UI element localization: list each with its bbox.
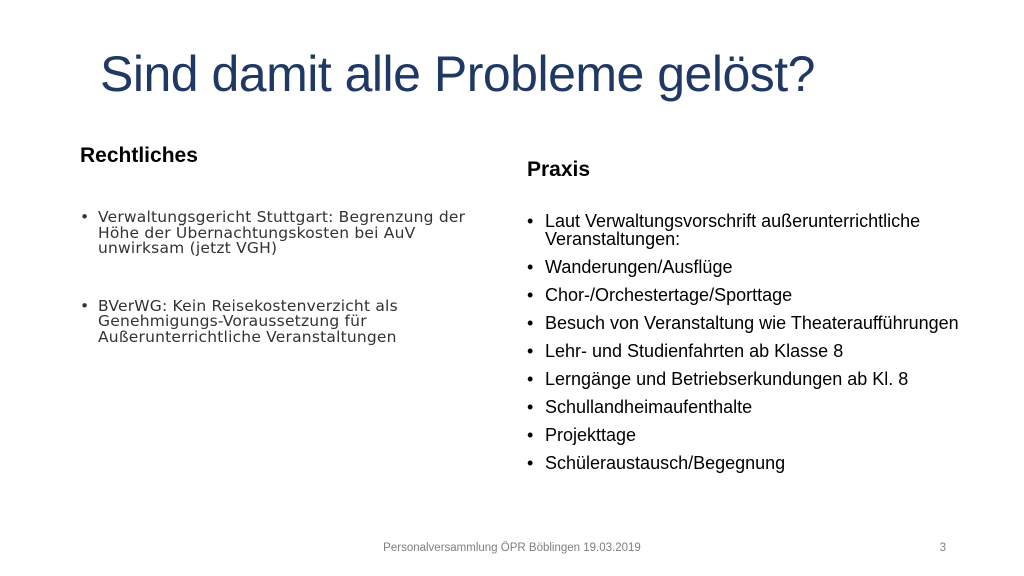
left-column-heading: Rechtliches: [80, 144, 198, 167]
bullet-icon: •: [80, 296, 90, 315]
bullet-icon: •: [527, 397, 534, 417]
list-item-text: Lerngänge und Betriebserkundungen ab Kl. 8: [545, 369, 909, 389]
left-bullet-list: [80, 210, 500, 387]
slide-title: Sind damit alle Probleme gelöst?: [100, 46, 815, 102]
page-number: 3: [939, 542, 946, 554]
right-bullet-list: [527, 212, 997, 482]
list-item: [527, 454, 997, 472]
list-item: [80, 296, 500, 346]
bullet-icon: •: [527, 369, 534, 389]
list-item-text: BVerWG: Kein Reisekostenverzicht als Genehmigungs-Voraussetzung für Außerunterrichtliche Veranstaltungen: [98, 296, 398, 346]
list-item: [527, 370, 997, 388]
list-item: [527, 314, 997, 332]
list-item: [527, 342, 997, 360]
bullet-icon: •: [527, 425, 534, 445]
list-item-text: Besuch von Veranstaltung wie Theateraufführungen: [545, 313, 959, 333]
list-item-text: Chor-/Orchestertage/Sporttage: [545, 285, 793, 305]
bullet-icon: •: [527, 257, 534, 277]
list-item-text: Wanderungen/Ausflüge: [545, 257, 733, 277]
list-item-text: Verwaltungsgericht Stuttgart: Begrenzung der Höhe der Übernachtungskosten bei AuV unwirksam (jetzt VGH): [98, 208, 466, 257]
list-item: [527, 258, 997, 276]
list-item: [527, 286, 997, 304]
list-item: [527, 212, 997, 248]
footer-text: Personalversammlung ÖPR Böblingen 19.03.2019: [383, 542, 641, 554]
bullet-icon: •: [527, 313, 534, 333]
bullet-icon: •: [527, 341, 534, 361]
list-item-text: Schüleraustausch/Begegnung: [545, 453, 786, 473]
list-item: [80, 210, 500, 257]
list-item-text: Projekttage: [545, 425, 637, 445]
bullet-icon: •: [527, 285, 534, 305]
list-item-text: Lehr- und Studienfahrten ab Klasse 8: [545, 341, 844, 361]
bullet-icon: •: [527, 453, 534, 473]
right-column-heading: Praxis: [527, 158, 591, 181]
list-item: [527, 398, 997, 416]
list-item-text: Laut Verwaltungsvorschrift außerunterrichtliche Veranstaltungen:: [545, 211, 921, 249]
list-item: [527, 426, 997, 444]
list-item-text: Schullandheimaufenthalte: [545, 397, 753, 417]
bullet-icon: •: [527, 211, 534, 231]
bullet-icon: •: [80, 208, 90, 226]
